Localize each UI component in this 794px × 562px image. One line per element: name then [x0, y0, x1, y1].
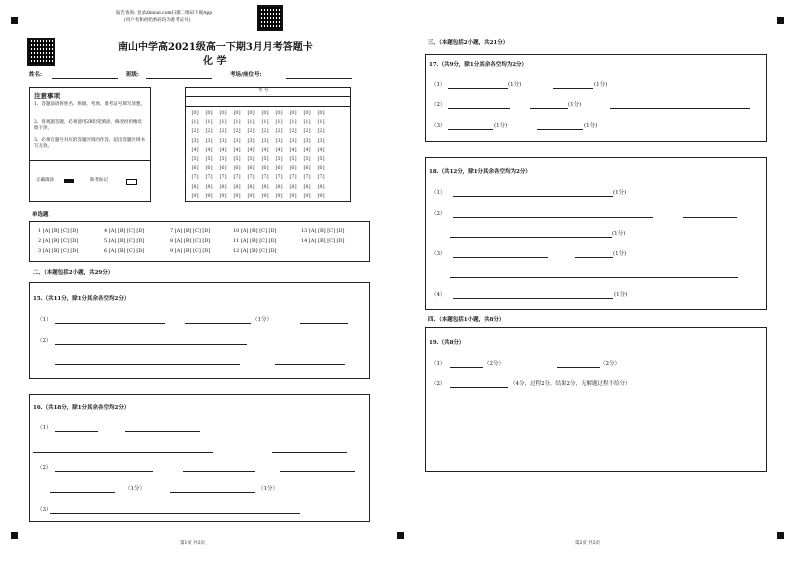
exam-id-bubble[interactable]: [1] — [233, 119, 241, 126]
q17-part-1: （1） — [431, 82, 446, 88]
answer-line[interactable] — [185, 323, 251, 324]
choice-item[interactable]: 4 [A] [B] [C] [D] — [104, 228, 145, 234]
notice-title: 注意事项 — [34, 92, 60, 100]
q17-score: (1分) — [594, 82, 608, 88]
exam-id-bubble[interactable]: [5] — [191, 156, 199, 163]
question-15-title: 15.（共11分，除1分其余各空均2分） — [33, 296, 130, 302]
name-label: 姓名: — [29, 72, 43, 78]
exam-id-bubble[interactable]: [1] — [205, 119, 213, 126]
answer-line[interactable] — [557, 367, 600, 368]
exam-id-bubble[interactable]: [1] — [275, 119, 283, 126]
choice-item[interactable]: 12 [A] [B] [C] [D] — [233, 248, 277, 254]
registration-mark — [11, 532, 18, 539]
q16-score: （1分） — [125, 486, 145, 492]
exam-id-bubble[interactable]: [0] — [275, 110, 283, 116]
choice-item[interactable]: 8 [A] [B] [C] [D] — [170, 238, 211, 244]
exam-id-bubble[interactable]: [3] — [317, 137, 325, 144]
choice-item[interactable]: 5 [A] [B] [C] [D] — [104, 238, 145, 244]
notice-item: 3、必须在题号对应的答题区域内作答，超出答题区域书写无效。 — [34, 138, 145, 149]
answer-line[interactable] — [530, 108, 568, 109]
exam-id-bubble[interactable]: [1] — [289, 119, 297, 126]
exam-id-bubble[interactable]: [4] — [317, 146, 325, 153]
exam-id-bubble[interactable]: [6] — [317, 165, 325, 172]
exam-id-bubble[interactable]: [8] — [191, 183, 199, 190]
exam-id-bubble[interactable]: [4] — [303, 146, 311, 153]
qr-code-icon — [27, 38, 55, 66]
notice-item: 2、客观题答题，必须使用2B铅笔填涂，修改时用橡皮擦干净。 — [34, 120, 143, 131]
exam-id-bubble[interactable]: [1] — [261, 119, 269, 126]
exam-id-bubble[interactable]: [4] — [289, 146, 297, 153]
q16-part-1: （1） — [37, 425, 52, 431]
exam-id-bubble[interactable]: [0] — [317, 110, 325, 116]
q18-part-2: （2） — [431, 211, 446, 217]
exam-id-bubble[interactable]: [8] — [261, 183, 269, 190]
section-three-title: 三、（本题包括2小题，共21分） — [428, 40, 509, 46]
answer-line[interactable] — [453, 196, 613, 197]
question-18-box — [425, 157, 767, 310]
exam-id-bubble[interactable]: [7] — [219, 174, 227, 181]
answer-line[interactable] — [453, 298, 613, 299]
notice-item: 1、答题前请将姓名、班级、考场、准考证号填写清楚。 — [34, 102, 145, 107]
exam-id-bubble[interactable]: [4] — [275, 146, 283, 153]
answer-line[interactable] — [575, 257, 613, 258]
answer-line[interactable] — [280, 471, 355, 472]
q17-score: (1分) — [568, 102, 582, 108]
choice-item[interactable]: 10 [A] [B] [C] [D] — [233, 228, 277, 234]
q18-part-3: （3） — [431, 251, 446, 257]
exam-id-bubble[interactable]: [2] — [289, 128, 297, 135]
choice-item[interactable]: 1 [A] [B] [C] [D] — [38, 228, 79, 234]
name-field[interactable] — [52, 78, 118, 79]
exam-id-header: 考 号 — [258, 88, 269, 93]
exam-id-bubble[interactable]: [3] — [247, 137, 255, 144]
exam-id-bubble[interactable]: [2] — [191, 128, 199, 135]
exam-id-bubble[interactable]: [3] — [261, 137, 269, 144]
exam-id-bubble[interactable]: [7] — [317, 174, 325, 181]
q19-part-1: （1） — [431, 361, 446, 367]
exam-id-bubble[interactable]: [9] — [191, 192, 199, 199]
q16-score: （1分） — [258, 486, 278, 492]
exam-id-bubble[interactable]: [2] — [317, 128, 325, 135]
exam-id-bubble[interactable]: [4] — [205, 146, 213, 153]
answer-line[interactable] — [453, 257, 548, 258]
q18-score: (1分) — [612, 231, 626, 237]
exam-id-bubble[interactable]: [7] — [289, 174, 297, 181]
answer-line[interactable] — [553, 88, 593, 89]
exam-id-bubble[interactable]: [5] — [303, 156, 311, 163]
exam-id-bubble[interactable]: [6] — [261, 165, 269, 172]
q15-part-2: （2） — [37, 338, 52, 344]
page-number: 第2页 共2页 — [575, 541, 601, 546]
answer-line[interactable] — [55, 364, 240, 365]
choice-item[interactable]: 2 [A] [B] [C] [D] — [38, 238, 79, 244]
choice-item[interactable]: 6 [A] [B] [C] [D] — [104, 248, 145, 254]
class-field[interactable] — [146, 78, 212, 79]
exam-id-bubble[interactable]: [4] — [261, 146, 269, 153]
exam-id-bubble[interactable]: [5] — [275, 156, 283, 163]
exam-id-bubble[interactable]: [5] — [289, 156, 297, 163]
exam-id-bubble[interactable]: [8] — [219, 183, 227, 190]
q19-score: （4分，过程2分，结果2分，无解题过程不给分） — [510, 381, 631, 387]
exam-id-bubble[interactable]: [1] — [219, 119, 227, 126]
exam-id-bubble[interactable]: [6] — [191, 165, 199, 172]
exam-id-bubble[interactable]: [9] — [205, 192, 213, 199]
missing-mark-label: 缺考标记 — [90, 178, 108, 183]
exam-id-bubble[interactable]: [2] — [219, 128, 227, 135]
exam-id-bubble[interactable]: [6] — [233, 165, 241, 172]
exam-id-bubble[interactable]: [9] — [219, 192, 227, 199]
exam-id-bubble[interactable]: [7] — [205, 174, 213, 181]
exam-id-grid[interactable] — [188, 109, 328, 201]
exam-id-bubble[interactable]: [0] — [191, 110, 199, 116]
exam-id-bubble[interactable]: [7] — [303, 174, 311, 181]
answer-line[interactable] — [125, 431, 200, 432]
section-two-title: 二、（本题包括2小题，共29分） — [33, 270, 114, 276]
answer-line[interactable] — [610, 108, 750, 109]
question-18-title: 18.（共12分，除1分其余各空均为2分） — [429, 169, 531, 175]
q18-part-1: （1） — [431, 190, 446, 196]
q16-part-3: （3） — [37, 507, 52, 513]
exam-id-bubble[interactable]: [8] — [289, 183, 297, 190]
exam-id-bubble[interactable]: [1] — [191, 119, 199, 126]
answer-line[interactable] — [55, 431, 98, 432]
answer-line[interactable] — [183, 471, 255, 472]
seat-label: 考场/座位号: — [230, 72, 262, 78]
divider — [185, 96, 351, 97]
exam-id-bubble[interactable]: [7] — [275, 174, 283, 181]
exam-id-bubble[interactable]: [0] — [233, 110, 241, 116]
answer-line[interactable] — [50, 492, 115, 493]
answer-line[interactable] — [275, 364, 345, 365]
exam-id-bubble[interactable]: [1] — [303, 119, 311, 126]
answer-line[interactable] — [272, 452, 347, 453]
section-four-title: 四、（本题包括1小题，共8分） — [428, 317, 505, 323]
answer-line[interactable] — [448, 88, 508, 89]
q18-score: (1分) — [613, 251, 627, 257]
exam-id-bubble[interactable]: [9] — [233, 192, 241, 199]
answer-line[interactable] — [300, 323, 348, 324]
exam-id-bubble[interactable]: [4] — [219, 146, 227, 153]
answer-line[interactable] — [55, 471, 153, 472]
q18-score: (1分) — [613, 190, 627, 196]
report-notice-sub: (用户名和初始密码均为准考证号) — [124, 18, 191, 23]
choice-item[interactable]: 13 [A] [B] [C] [D] — [301, 228, 345, 234]
q19-score: （2分） — [484, 361, 504, 367]
exam-id-bubble[interactable]: [9] — [247, 192, 255, 199]
exam-id-bubble[interactable]: [8] — [247, 183, 255, 190]
seat-field[interactable] — [286, 78, 352, 79]
exam-id-bubble[interactable]: [9] — [289, 192, 297, 199]
exam-id-bubble[interactable]: [0] — [205, 110, 213, 116]
question-17-title: 17.（共9分，除1分其余各空均为2分） — [429, 62, 528, 68]
exam-id-bubble[interactable]: [7] — [261, 174, 269, 181]
choice-item[interactable]: 14 [A] [B] [C] [D] — [301, 238, 345, 244]
exam-id-bubble[interactable]: [9] — [317, 192, 325, 199]
exam-id-bubble[interactable]: [3] — [205, 137, 213, 144]
answer-line[interactable] — [450, 237, 612, 238]
exam-id-bubble[interactable]: [4] — [233, 146, 241, 153]
exam-id-bubble[interactable]: [3] — [191, 137, 199, 144]
exam-id-bubble[interactable]: [3] — [219, 137, 227, 144]
exam-id-bubble[interactable]: [0] — [219, 110, 227, 116]
registration-mark — [777, 17, 784, 24]
exam-id-bubble[interactable]: [0] — [289, 110, 297, 116]
q17-score: (1分) — [494, 123, 508, 129]
exam-id-bubble[interactable]: [8] — [275, 183, 283, 190]
choice-item[interactable]: 3 [A] [B] [C] [D] — [38, 248, 79, 254]
q15-score: （1分） — [252, 317, 272, 323]
exam-id-bubble[interactable]: [2] — [247, 128, 255, 135]
question-16-title: 16.（共18分，除1分其余各空均2分） — [33, 405, 130, 411]
exam-id-bubble[interactable]: [9] — [303, 192, 311, 199]
q17-score: (1分) — [584, 123, 598, 129]
exam-id-bubble[interactable]: [0] — [247, 110, 255, 116]
question-19-title: 19.（共8分） — [429, 340, 465, 346]
exam-id-bubble[interactable]: [2] — [275, 128, 283, 135]
q17-part-2: （2） — [431, 102, 446, 108]
exam-id-bubble[interactable]: [5] — [205, 156, 213, 163]
exam-id-bubble[interactable]: [7] — [233, 174, 241, 181]
exam-id-bubble[interactable]: [6] — [247, 165, 255, 172]
exam-id-bubble[interactable]: [4] — [191, 146, 199, 153]
exam-id-bubble[interactable]: [3] — [233, 137, 241, 144]
divider — [185, 106, 351, 107]
exam-id-bubble[interactable]: [4] — [247, 146, 255, 153]
answer-line[interactable] — [448, 108, 510, 109]
exam-id-bubble[interactable]: [1] — [247, 119, 255, 126]
exam-id-bubble[interactable]: [5] — [261, 156, 269, 163]
q17-part-3: （3） — [431, 123, 446, 129]
q17-score: (1分) — [508, 82, 522, 88]
exam-id-bubble[interactable]: [6] — [289, 165, 297, 172]
choice-item[interactable]: 11 [A] [B] [C] [D] — [233, 238, 277, 244]
divider — [29, 160, 151, 161]
question-16-box — [29, 394, 370, 522]
correct-fill-label: 正确填涂 — [36, 178, 54, 183]
exam-id-bubble[interactable]: [1] — [317, 119, 325, 126]
exam-id-bubble[interactable]: [6] — [219, 165, 227, 172]
correct-fill-sample-icon — [64, 179, 74, 183]
q15-part-1: （1） — [37, 317, 52, 323]
answer-line[interactable] — [50, 513, 300, 514]
exam-id-bubble[interactable]: [2] — [233, 128, 241, 135]
answer-line[interactable] — [450, 387, 508, 388]
class-label: 班级: — [126, 72, 140, 78]
question-19-box — [425, 327, 767, 472]
registration-mark — [11, 17, 18, 24]
page-number: 第1页 共2页 — [180, 541, 206, 546]
exam-id-bubble[interactable]: [8] — [205, 183, 213, 190]
q16-part-2: （2） — [37, 465, 52, 471]
exam-id-bubble[interactable]: [0] — [303, 110, 311, 116]
exam-id-bubble[interactable]: [9] — [261, 192, 269, 199]
report-notice: 报告查询: 登录zhixue.com扫描二维码下载App — [116, 11, 213, 16]
exam-id-bubble[interactable]: [2] — [303, 128, 311, 135]
answer-line[interactable] — [537, 129, 583, 130]
q19-score: （2分） — [600, 361, 620, 367]
registration-mark — [777, 532, 784, 539]
exam-id-bubble[interactable]: [7] — [191, 174, 199, 181]
q18-score: (1分) — [614, 292, 628, 298]
exam-subject: 化 学 — [203, 56, 227, 67]
exam-id-bubble[interactable]: [9] — [275, 192, 283, 199]
exam-id-bubble[interactable]: [7] — [247, 174, 255, 181]
exam-id-bubble[interactable]: [6] — [205, 165, 213, 172]
choice-item[interactable]: 9 [A] [B] [C] [D] — [170, 248, 211, 254]
registration-mark — [397, 532, 404, 539]
missing-mark-checkbox[interactable] — [126, 179, 137, 185]
q18-part-4: （4） — [431, 292, 446, 298]
exam-id-bubble[interactable]: [3] — [275, 137, 283, 144]
exam-id-bubble[interactable]: [0] — [261, 110, 269, 116]
exam-id-bubble[interactable]: [8] — [317, 183, 325, 190]
exam-id-bubble[interactable]: [6] — [303, 165, 311, 172]
qr-code-icon — [257, 5, 283, 31]
answer-line[interactable] — [55, 344, 247, 345]
answer-line[interactable] — [450, 367, 483, 368]
q19-part-2: （2） — [431, 381, 446, 387]
answer-line[interactable] — [33, 452, 213, 453]
answer-line[interactable] — [450, 277, 738, 278]
exam-id-bubble[interactable]: [8] — [303, 183, 311, 190]
exam-id-bubble[interactable]: [2] — [205, 128, 213, 135]
exam-id-bubble[interactable]: [5] — [317, 156, 325, 163]
answer-line[interactable] — [55, 323, 165, 324]
exam-id-bubble[interactable]: [5] — [233, 156, 241, 163]
single-choice-title: 单选题 — [32, 212, 49, 218]
exam-title: 南山中学高2021级高一下期3月月考答题卡 — [118, 42, 313, 53]
choice-item[interactable]: 7 [A] [B] [C] [D] — [170, 228, 211, 234]
answer-line[interactable] — [453, 217, 653, 218]
exam-id-bubble[interactable]: [2] — [261, 128, 269, 135]
exam-id-bubble[interactable]: [5] — [247, 156, 255, 163]
answer-line[interactable] — [170, 492, 255, 493]
exam-id-bubble[interactable]: [5] — [219, 156, 227, 163]
exam-id-bubble[interactable]: [3] — [303, 137, 311, 144]
answer-line[interactable] — [683, 217, 737, 218]
exam-id-bubble[interactable]: [8] — [233, 183, 241, 190]
exam-id-bubble[interactable]: [6] — [275, 165, 283, 172]
answer-line[interactable] — [448, 129, 493, 130]
exam-id-bubble[interactable]: [3] — [289, 137, 297, 144]
